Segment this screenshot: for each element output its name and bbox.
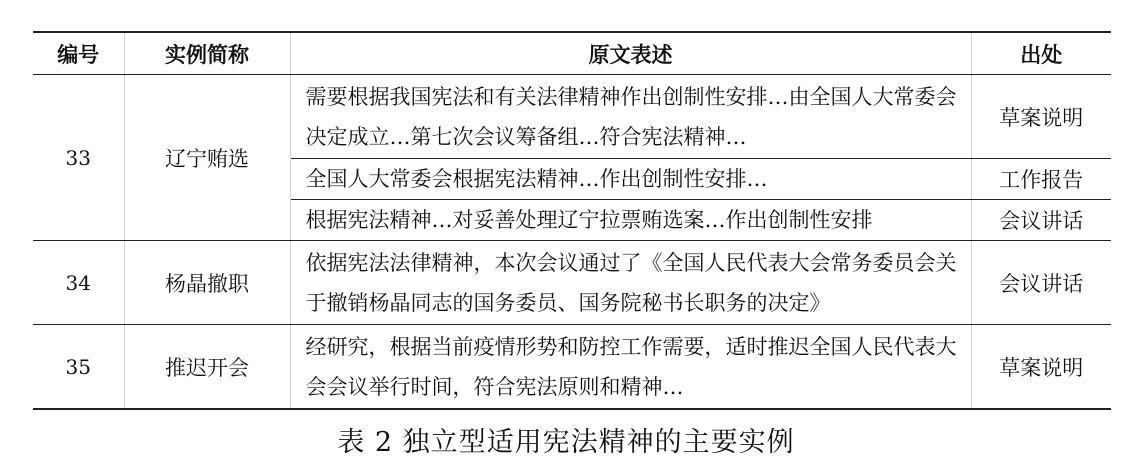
cases-table xyxy=(33,31,1111,410)
case-number: 34 xyxy=(33,241,124,325)
case-original-text: 经研究，根据当前疫情形势和防控工作需要，适时推迟全国人民代表大会会议举行时间，符合宪法原则和精神… xyxy=(290,325,971,410)
case-number: 35 xyxy=(33,325,124,410)
table-row xyxy=(33,325,1111,410)
case-original-text: 依据宪法法律精神，本次会议通过了《全国人民代表大会常务委员会关于撤销杨晶同志的国务委员、国务院秘书长职务的决定》 xyxy=(290,241,971,325)
header-number: 编号 xyxy=(33,32,124,75)
table-header-row xyxy=(33,32,1111,75)
case-original-text: 根据宪法精神…对妥善处理辽宁拉票贿选案…作出创制性安排 xyxy=(290,200,971,241)
case-short-name: 杨晶撤职 xyxy=(124,241,290,325)
case-original-text: 全国人大常委会根据宪法精神…作出创制性安排… xyxy=(290,159,971,200)
header-short-name: 实例简称 xyxy=(124,32,290,75)
case-source: 草案说明 xyxy=(971,75,1111,159)
header-original-text: 原文表述 xyxy=(290,32,971,75)
table-row xyxy=(33,241,1111,325)
case-original-text: 需要根据我国宪法和有关法律精神作出创制性安排…由全国人大常委会决定成立…第七次会议筹备组…符合宪法精神… xyxy=(290,75,971,159)
table-caption: 表 2 独立型适用宪法精神的主要实例 xyxy=(337,427,795,458)
case-source: 会议讲话 xyxy=(971,200,1111,241)
header-source: 出处 xyxy=(971,32,1111,75)
case-short-name: 辽宁贿选 xyxy=(124,75,290,241)
case-short-name: 推迟开会 xyxy=(124,325,290,410)
case-source: 会议讲话 xyxy=(971,241,1111,325)
table-row xyxy=(33,75,1111,159)
case-number: 33 xyxy=(33,75,124,241)
case-source: 草案说明 xyxy=(971,325,1111,410)
case-source: 工作报告 xyxy=(971,159,1111,200)
